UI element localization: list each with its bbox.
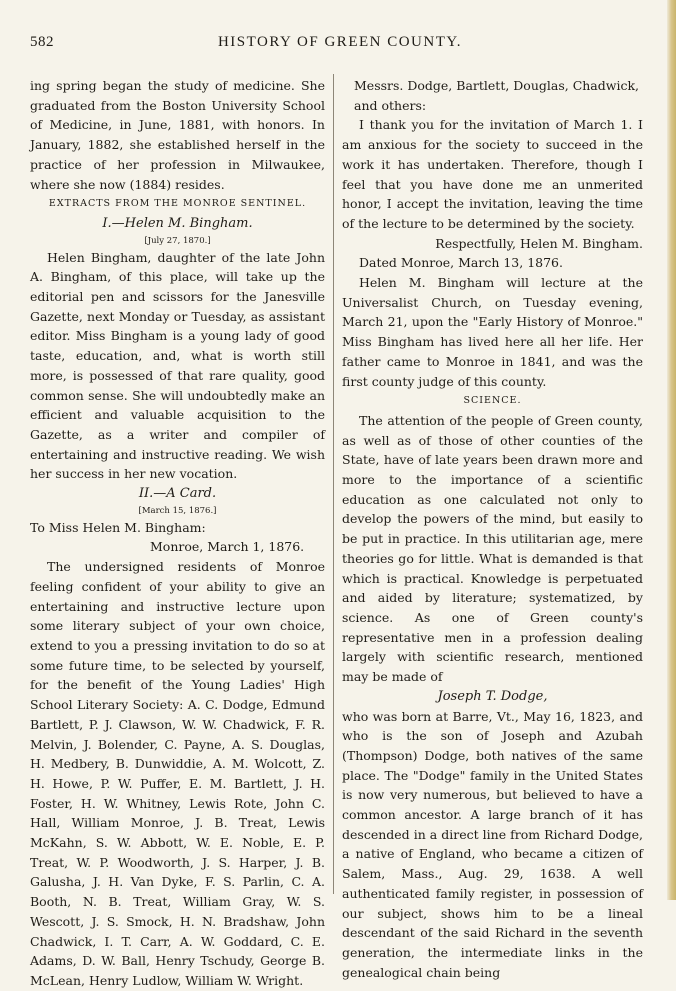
item-title: II.—A Card. xyxy=(138,486,217,502)
signoff: Respectfully, Helen M. Bingham. xyxy=(435,235,643,251)
item-title: I.—Helen M. Bingham. xyxy=(102,215,253,231)
paragraph: ing spring began the study of medicine. She graduated from the Boston University School of Medicine, in June, 1881, with honors. In January, 1882, she established herself in the practice of her profession in Milwaukee, where she now (1884) resides. xyxy=(30,78,325,192)
running-title: HISTORY OF GREEN COUNTY. xyxy=(217,34,463,50)
paragraph: who was born at Barre, Vt., May 16, 1823, and who is the son of Joseph and Azubah (Thompson) Dodge, both natives of the same place. The "Dodge" family in the United States is now very numerous, but believed to have a common ancestor. A large branch of it has descended in a direct line from Richard Dodge, a native of England, who became a citizen of Salem, Mass., Aug. 29, 1638. A well authenticated family register, in possession of our subject, shows him to be a lineal descendant of the said Richard in the seventh generation, the intermediate links in the genealogical chain being xyxy=(342,708,643,980)
paragraph: The undersigned residents of Monroe feeling confident of your ability to give an entertaining and instructive lecture upon some literary subject of your own choice, extend to you a pressing invitation to do so at some future time, to be selected by yourself, for the benefit of the Young Ladies' High School Literary Society: A. C. Dodge, Edmund Bartlett, P. J. Clawson, W. W. Chadwick, F. R. Melvin, J. Bolender, C. Payne, A. S. Douglas, H. Medbery, B. Dunwiddie, A. M. Wolcott, Z. H. Howe, P. W. Puffer, E. M. Bartlett, J. H. Foster, H. W. Whitney, Lewis Rote, John C. Hall, William Monroe, J. B. Treat, Lewis McKahn, S. W. Abbott, W. E. Noble, E. P. Treat, W. P. Woodworth, J. S. Harper, J. B. Galusha, J. H. Van Dyke, F. S. Parlin, C. A. Booth, N. B. Treat, William Gray, W. S. Wescott, J. S. Smock, H. N. Bradshaw, John Chadwick, I. T. Carr, A. W. Goddard, C. E. Adams, D. W. Ball, Henry Tschudy, George B. McLean, Henry Ludlow, William W. Wright. xyxy=(30,559,325,988)
paragraph: The attention of the people of Green county, as well as of those of other counties of the State, have of late years been drawn more and more to the importance of a scientific education as one calculated not only to develop the powers of the mind, but easily to be put in practice. In this utilitarian age, mere theories go for little. What is demanded is that which is practical. Knowledge is perpetuated and aided by literature; systematized, by science. As one of Green county's representative men in a profession dealing largely with scientific research, mentioned may be made of xyxy=(342,412,643,685)
salutation: To Miss Helen M. Bingham: xyxy=(30,519,206,535)
paragraph: Helen M. Bingham will lecture at the Universalist Church, on Tuesday evening, March 21, upon the "Early History of Monroe." Miss Bingham has lived here all her life. Her father came to Monroe in 1841, and was the first county judge of this county. xyxy=(342,275,643,389)
dateline: Monroe, March 1, 1876. xyxy=(150,539,305,555)
page-edge xyxy=(667,0,676,900)
section-heading: SCIENCE. xyxy=(463,395,522,407)
item-date: [July 27, 1870.] xyxy=(144,235,211,246)
right-column xyxy=(342,76,643,980)
letter-addressee: Messrs. Dodge, Bartlett, Douglas, Chadwick, and others: xyxy=(354,78,640,113)
column-divider xyxy=(333,74,334,894)
paragraph: Helen Bingham, daughter of the late John A. Bingham, of this place, will take up the editorial pen and scissors for the Janesville Gazette, next Monday or Tuesday, as assistant editor. Miss Bingham is a young lady of good taste, education, and, what is worth still more, is possessed of that rare quality, good common sense. She will undoubtedly make an efficient and valuable acquisition to the Gazette, as a writer and compiler of entertaining and instructive reading. We wish her success in her new vocation. xyxy=(30,249,325,482)
page-header xyxy=(30,34,650,54)
name-heading: Joseph T. Dodge, xyxy=(437,688,548,704)
page-number: 582 xyxy=(30,34,54,50)
section-heading: EXTRACTS FROM THE MONROE SENTINEL. xyxy=(48,198,307,210)
item-date: [March 15, 1876.] xyxy=(138,505,217,516)
signature-date: Dated Monroe, March 13, 1876. xyxy=(359,255,563,271)
left-column xyxy=(30,76,325,988)
paragraph: I thank you for the invitation of March 1. I am anxious for the society to succeed in the work it has undertaken. Therefore, though I feel that you have done me an unmerited honor, I accept the invitation, leaving the time of the lecture to be determined by the society. xyxy=(342,117,643,231)
